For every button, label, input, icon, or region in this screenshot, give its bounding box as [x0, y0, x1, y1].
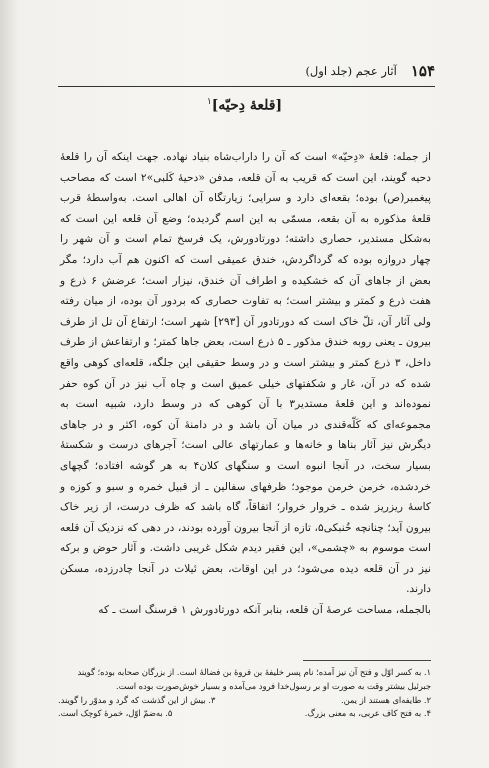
paragraph: از جمله: قلعۀ «دِحیّه» است که آن را داراب‌شاه بنیاد نهاده. جهت اینکه آن را قلعۀ دحیه گویند، این است که قریب به آن قلعه، مدفن «دحیۀ کَلبی»۲ است که مصاحب پیغمبر(ص) بوده؛ بقعه‌ای دارد و سرایی؛ زیارتگاه آن اهالی است. به‌واسطۀ قرب قلعۀ مذکوره به آن بقعه، مسمّی به این اسم گردیده؛ وضع آن قلعه این است که به‌شکل مستدیر، حصاری داشته؛ دورتادورش، یک فرسخ تمام است و آن شهر را چهار دروازه بوده که گرداگردش، خندق عمیقی است که اکنون هم آب دارد؛ مگر بعض از جاهای آن که خشکیده و اطراف آن خندق، نیزار است؛ عرضش ۶ ذرع و هفت ذرع و کمتر و بیشتر است؛ به تفاوت حصاری که بردور آن بوده، از میان رفته ولی آثار آن، تلّ خاک است که دورتادور آن [۲۹۳] شهر است؛ ارتفاع آن تل از طرف بیرون ـ یعنی روبه خندق مذکور ـ ۵ ذرع است، بعض جاها کمتر؛ و ارتفاعش از طرف داخل، ۳ ذرع کمتر و بیشتر است و در وسط حقیقی این جلگه، قلعه‌ای کوهی واقع شده که در آن، غار و شکفتهای خیلی عمیق است و چاه آب نیز در آن کوه حفر نموده‌اند و این قلعۀ مستدیر۳ با آن کوهی که در وسط دارد، شبیه است به مجموعه‌ای که کَلّه‌قندی در میان آن باشد و در دامنۀ آن کوه، اکثر و در جاهای دیگرش نیز آثار بناها و خانه‌ها و عمارتهای عالی است؛ آجرهای درست و شکستۀ بسیار سخت، در آنجا انبوه است و سنگهای کلان۴ به هر گوشه افتاده؛ گچهای خردشده، خرمن خرمن موجود؛ ظرفهای سفالین ـ از قبیل خمره و سبو و کوزه و کاسۀ ریزریز شده ـ خروار خروار؛ اتفاقاً، گاه باشد که ظرف درست، از زیر خاک بیرون آید؛ چنانچه خُنبکی۵، تازه از آنجا بیرون آورده بودند، در دهی که نزدیک آن قلعه است موسوم به «چشمی»، این فقیر دیدم شکل غریبی داشت. و آثار حوض و برکه نیز در آن قلعه دیده می‌شود؛ در این اوقات، بعض ئیلات در آنجا چادرزده، مسکن دارند.	[60, 150, 432, 596]
footnote-5: ۵. به‌ضمّ اوّل، خمرۀ کوچک است.	[58, 708, 173, 719]
page-number: ۱۵۴	[410, 62, 435, 80]
footnote-row	[58, 694, 431, 708]
header-rule	[58, 86, 435, 87]
footnote-2: ۲. طایفه‌ای هستند از یمن.	[340, 694, 431, 705]
footnote-1-continued: جبرئیل بیشتر وقت به صورت او بر رسول‌خدا فرود می‌آمده و بسیار خوش‌صورت بوده است.	[116, 680, 431, 691]
footnote-row	[58, 707, 431, 721]
footnote-1: ۱. به کسر اوّل و فتح آن نیز آمده؛ نام پسر خلیفۀ بن فروۀ بن فضالۀ است. از بزرگان صحابه بوده؛ گویند	[77, 667, 431, 677]
footnote-rule	[303, 660, 431, 661]
section-title-footnote-marker: ۱	[206, 97, 212, 107]
section-title-text: [قلعۀ دِحیّه]	[211, 97, 283, 114]
page-header	[58, 60, 435, 82]
section-title	[0, 97, 489, 114]
running-title: آثار عجم (جلد اول)	[305, 64, 397, 78]
footnote-4: ۴. به فتح کاف عربی، به معنی بزرگ.	[304, 708, 431, 719]
footnotes	[58, 666, 431, 721]
body-text	[60, 147, 431, 621]
footnote-3: ۳. بیش از این گذشت که گرد و مدوّر را گویند.	[58, 694, 216, 705]
paragraph: بالجمله، مساحت عرصۀ آن قلعه، بنابر آنکه دورتادورش ۱ فرسنگ است ـ که	[98, 603, 431, 617]
page-gutter-shadow	[0, 0, 18, 768]
